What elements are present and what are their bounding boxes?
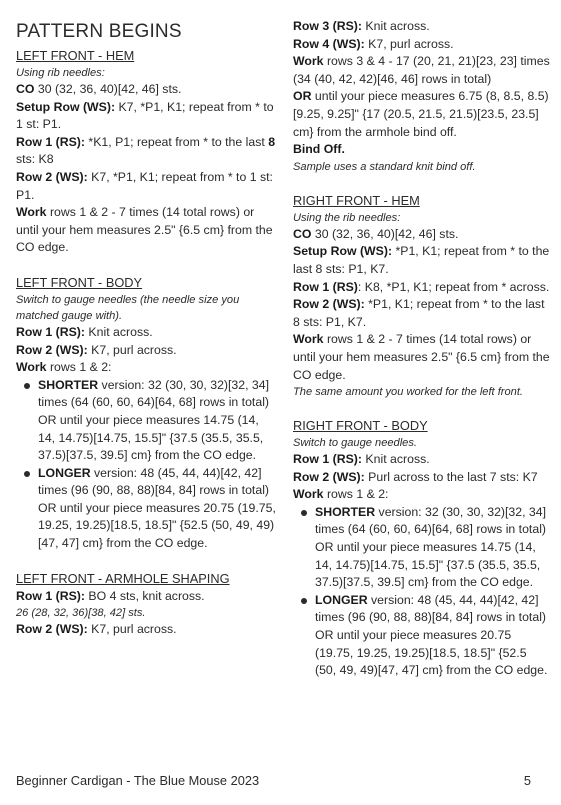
- label-work: Work: [293, 54, 324, 69]
- instruction-setup-row: [16, 99, 278, 134]
- label-row-2: Row 2 (WS):: [293, 297, 365, 312]
- label-row-3: Row 3 (RS):: [293, 19, 362, 33]
- label-row-1: Row 1 (RS):: [16, 134, 85, 149]
- list-item-longer: [16, 465, 278, 553]
- text-work: rows 1 & 2:: [323, 487, 389, 502]
- instruction-row-1: [293, 451, 550, 469]
- label-row-1: Row 1 (RS): [293, 279, 358, 294]
- text-row-2: *P1, K1; repeat from * to the last 8 sts: P1, K7.: [293, 297, 545, 329]
- section-heading-left-front-armhole: LEFT FRONT - ARMHOLE SHAPING: [16, 570, 230, 586]
- version-list: [293, 504, 550, 680]
- instruction-work: [293, 53, 550, 88]
- page-number: 5: [523, 773, 531, 788]
- label-row-1: Row 1 (RS):: [16, 324, 85, 339]
- footer-text: Beginner Cardigan - The Blue Mouse 2023: [16, 773, 260, 788]
- text-setup-row: *P1, K1; repeat from * to the last 8 sts: P1, K7.: [293, 244, 550, 276]
- instruction-work: [16, 204, 278, 257]
- label-shorter: SHORTER: [315, 504, 376, 519]
- list-item-shorter: [293, 504, 550, 592]
- instruction-or: [293, 88, 550, 141]
- label-co: CO: [16, 82, 35, 96]
- text-row-1: Knit across.: [85, 324, 153, 339]
- instruction-row-2: [16, 169, 278, 204]
- row-1-stitch-count: 8: [268, 134, 276, 149]
- instruction-row-1: [16, 324, 278, 342]
- label-row-2: Row 2 (WS):: [293, 469, 365, 484]
- section-heading-left-front-body: LEFT FRONT - BODY: [16, 274, 143, 290]
- label-work: Work: [16, 360, 47, 375]
- text-row-1: BO 4 sts, knit across.: [85, 588, 205, 603]
- list-item-shorter: [16, 377, 278, 465]
- label-row-2: Row 2 (WS):: [16, 169, 88, 184]
- instruction-work: [293, 331, 550, 384]
- label-row-2: Row 2 (WS):: [16, 342, 88, 357]
- text-co: 30 (32, 36, 40)[42, 46] sts.: [34, 82, 182, 96]
- note-gauge-needles: Switch to gauge needles.: [293, 437, 417, 450]
- note-gauge-needles: Switch to gauge needles (the needle size you matched gauge with).: [16, 293, 240, 322]
- note-stitch-count: 26 (28, 32, 36)[38, 42] sts.: [16, 607, 146, 620]
- instruction-row-2: [16, 621, 278, 639]
- left-column: [16, 18, 278, 639]
- instruction-row-2: [293, 469, 550, 487]
- text-work: rows 1 & 2 - 7 times (14 total rows) or until your hem measures 2.5" {6.5 cm} from the CO edge.: [293, 332, 550, 382]
- text-longer: version: 48 (45, 44, 44)[42, 42] times (96 (90, 88, 88)[84, 84] rows in total) OR until your piece measures 20.75 (19.75, 19.25, 19.25)[18.5, 18.5]" {52.5 (50, 49, 49)[47, 47] cm} from the CO edge.: [315, 592, 548, 678]
- text-row-4: K7, purl across.: [364, 36, 454, 51]
- section-heading-left-front-hem: LEFT FRONT - HEM: [16, 48, 135, 63]
- text-setup-row: K7, *P1, K1; repeat from * to 1 st: P1.: [16, 99, 274, 132]
- instruction-row-2: [293, 296, 550, 331]
- label-or: OR: [293, 89, 312, 104]
- text-co: 30 (32, 36, 40)[42, 46] sts.: [311, 226, 459, 241]
- label-longer: LONGER: [38, 465, 91, 480]
- note-bind-off: Sample uses a standard knit bind off.: [293, 160, 476, 173]
- version-list: [16, 377, 278, 553]
- note-same-amount: The same amount you worked for the left front.: [293, 386, 524, 399]
- text-shorter: version: 32 (30, 30, 32)[32, 34] times (64 (60, 60, 64)[64, 68] rows in total) OR until your piece measures 14.75 (14, 14, 14.75)[14.75, 15.5]" {37.5 (35.5, 35.5, 37.5)[37.5, 39.5] cm} from the CO edge.: [315, 504, 547, 590]
- section-heading-right-front-body: RIGHT FRONT - BODY: [293, 418, 428, 434]
- text-row-2: K7, *P1, K1; repeat from * to 1 st: P1.: [16, 169, 273, 202]
- label-work: Work: [293, 332, 324, 347]
- text-shorter: version: 32 (30, 30, 32)[32, 34] times (64 (60, 60, 64)[64, 68] rows in total) OR until your piece measures 14.75 (14, 14, 14.75)[14.75, 15.5]" {37.5 (35.5, 35.5, 37.5)[37.5, 39.5] cm} from the CO edge.: [38, 377, 270, 463]
- instruction-row-1: [293, 279, 550, 297]
- text-row-1a: *K1, P1; repeat from * to the last: [85, 134, 269, 149]
- label-row-4: Row 4 (WS):: [293, 36, 365, 51]
- label-row-2: Row 2 (WS):: [16, 622, 88, 637]
- instruction-row-1: [16, 134, 278, 169]
- label-row-1: Row 1 (RS):: [293, 452, 362, 467]
- bind-off-period: .: [341, 142, 345, 157]
- text-row-1b: sts: K8: [16, 152, 54, 167]
- text-longer: version: 48 (45, 44, 44)[42, 42] times (96 (90, 88, 88)[84, 84] rows in total) OR until your piece measures 20.75 (19.75, 19.25, 19.25)[18.5, 18.5]" {52.5 (50, 49, 49)[47, 47] cm} from the CO edge.: [38, 465, 276, 551]
- list-item-longer: [293, 592, 550, 680]
- label-setup-row: Setup Row (WS):: [293, 244, 393, 259]
- label-shorter: SHORTER: [38, 377, 99, 392]
- text-or: until your piece measures 6.75 (8, 8.5, 8.5)[9.25, 9.25]" {17 (20.5, 21.5, 21.5)[23.5, 23.5] cm} from the armhole bind off.: [293, 89, 549, 139]
- text-row-1: Knit across.: [362, 452, 430, 467]
- section-heading-right-front-hem: RIGHT FRONT - HEM: [293, 192, 420, 208]
- instruction-row-4: [293, 36, 550, 54]
- text-row-2: K7, purl across.: [87, 622, 177, 637]
- label-row-1: Row 1 (RS):: [16, 588, 85, 603]
- label-longer: LONGER: [315, 592, 368, 607]
- label-bind-off: Bind Off: [293, 142, 342, 157]
- text-work: rows 3 & 4 - 17 (20, 21, 21)[23, 23] times (34 (40, 42, 42)[46, 46] rows in total): [293, 54, 550, 86]
- right-column: [293, 18, 550, 680]
- note-rib-needles: Using the rib needles:: [293, 211, 401, 224]
- instruction-co: [293, 226, 550, 244]
- text-work: rows 1 & 2 - 7 times (14 total rows) or until your hem measures 2.5" {6.5 cm} from the CO edge.: [16, 205, 273, 255]
- label-work: Work: [293, 487, 324, 502]
- instruction-co: [16, 81, 278, 99]
- page-title: PATTERN BEGINS: [16, 21, 182, 42]
- label-setup-row: Setup Row (WS):: [16, 99, 116, 114]
- instruction-row-3: [293, 18, 550, 36]
- text-row-3: Knit across.: [362, 19, 430, 33]
- text-row-2: K7, purl across.: [87, 342, 177, 357]
- text-row-1: : K8, *P1, K1; repeat from * across.: [357, 279, 550, 294]
- instruction-row-1: [16, 588, 278, 606]
- label-work: Work: [16, 205, 47, 220]
- text-row-2: Purl across to the last 7 sts: K7: [364, 469, 538, 484]
- instruction-work: [293, 486, 550, 504]
- text-work: rows 1 & 2:: [46, 360, 112, 375]
- instruction-setup-row: [293, 243, 550, 278]
- label-co: CO: [293, 226, 312, 241]
- note-rib-needles: Using rib needles:: [16, 67, 105, 79]
- page-footer: [16, 773, 531, 788]
- instruction-work: [16, 359, 278, 377]
- instruction-bind-off: [293, 141, 550, 159]
- instruction-row-2: [16, 342, 278, 360]
